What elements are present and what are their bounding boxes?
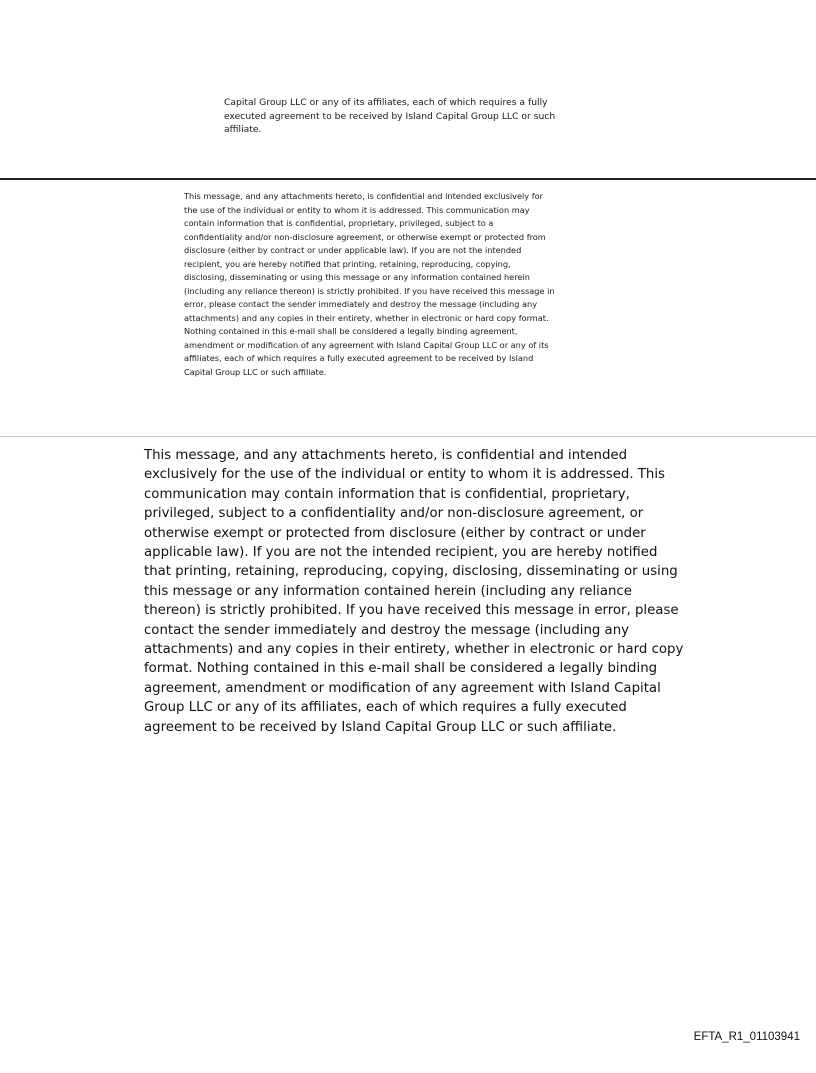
middle-disclaimer-paragraph: This message, and any attachments hereto, is confidential and intended exclusively for the use of the individual or entity to whom it is addressed. This communication may contain information that is confidential, proprietary, privileged, subject to a confidentiality and/or non-disclosure agreement, or otherwise exempt or protected from disclosure (either by contract or under applicable law). If you are not the intended recipient, you are hereby notified that printing, retaining, reproducing, copying, disclosing, disseminating or using this message or any information contained herein (including any reliance thereon) is strictly prohibited. If you have received this message in error, please contact the sender immediately and destroy the message (including any attachments) and any copies in their entirety, whether in electronic or hard copy format. Nothing contained in this e-mail shall be considered a legally binding agreement, amendment or modification of any agreement with Island Capital Group LLC or any of its affiliates, each of which requires a fully executed agreement to be received by Island Capital Group LLC or such affiliate.: [184, 191, 555, 377]
section-divider-thin: [0, 436, 816, 437]
top-disclaimer-excerpt: Capital Group LLC or any of its affiliates, each of which requires a fully executed agreement to be received by Island Capital Group LLC or such affiliate.: [224, 97, 556, 136]
document-id-label: EFTA_R1_01103941: [693, 1031, 800, 1043]
main-disclaimer-paragraph: This message, and any attachments hereto, is confidential and intended exclusively for the use of the individual or entity to whom it is addressed. This communication may contain information that is confidential, proprietary, privileged, subject to a confidentiality and/or non-disclosure agreement, or otherwise exempt or protected from disclosure (either by contract or under applicable law). If you are not the intended recipient, you are hereby notified that printing, retaining, reproducing, copying, disclosing, disseminating or using this message or any information contained herein (including any reliance thereon) is strictly prohibited. If you have received this message in error, please contact the sender immediately and destroy the message (including any attachments) and any copies in their entirety, whether in electronic or hard copy format. Nothing contained in this e-mail shall be considered a legally binding agreement, amendment or modification of any agreement with Island Capital Group LLC or any of its affiliates, each of which requires a fully executed agreement to be received by Island Capital Group LLC or such affiliate.: [144, 448, 684, 735]
section-divider-thick: [0, 178, 816, 180]
